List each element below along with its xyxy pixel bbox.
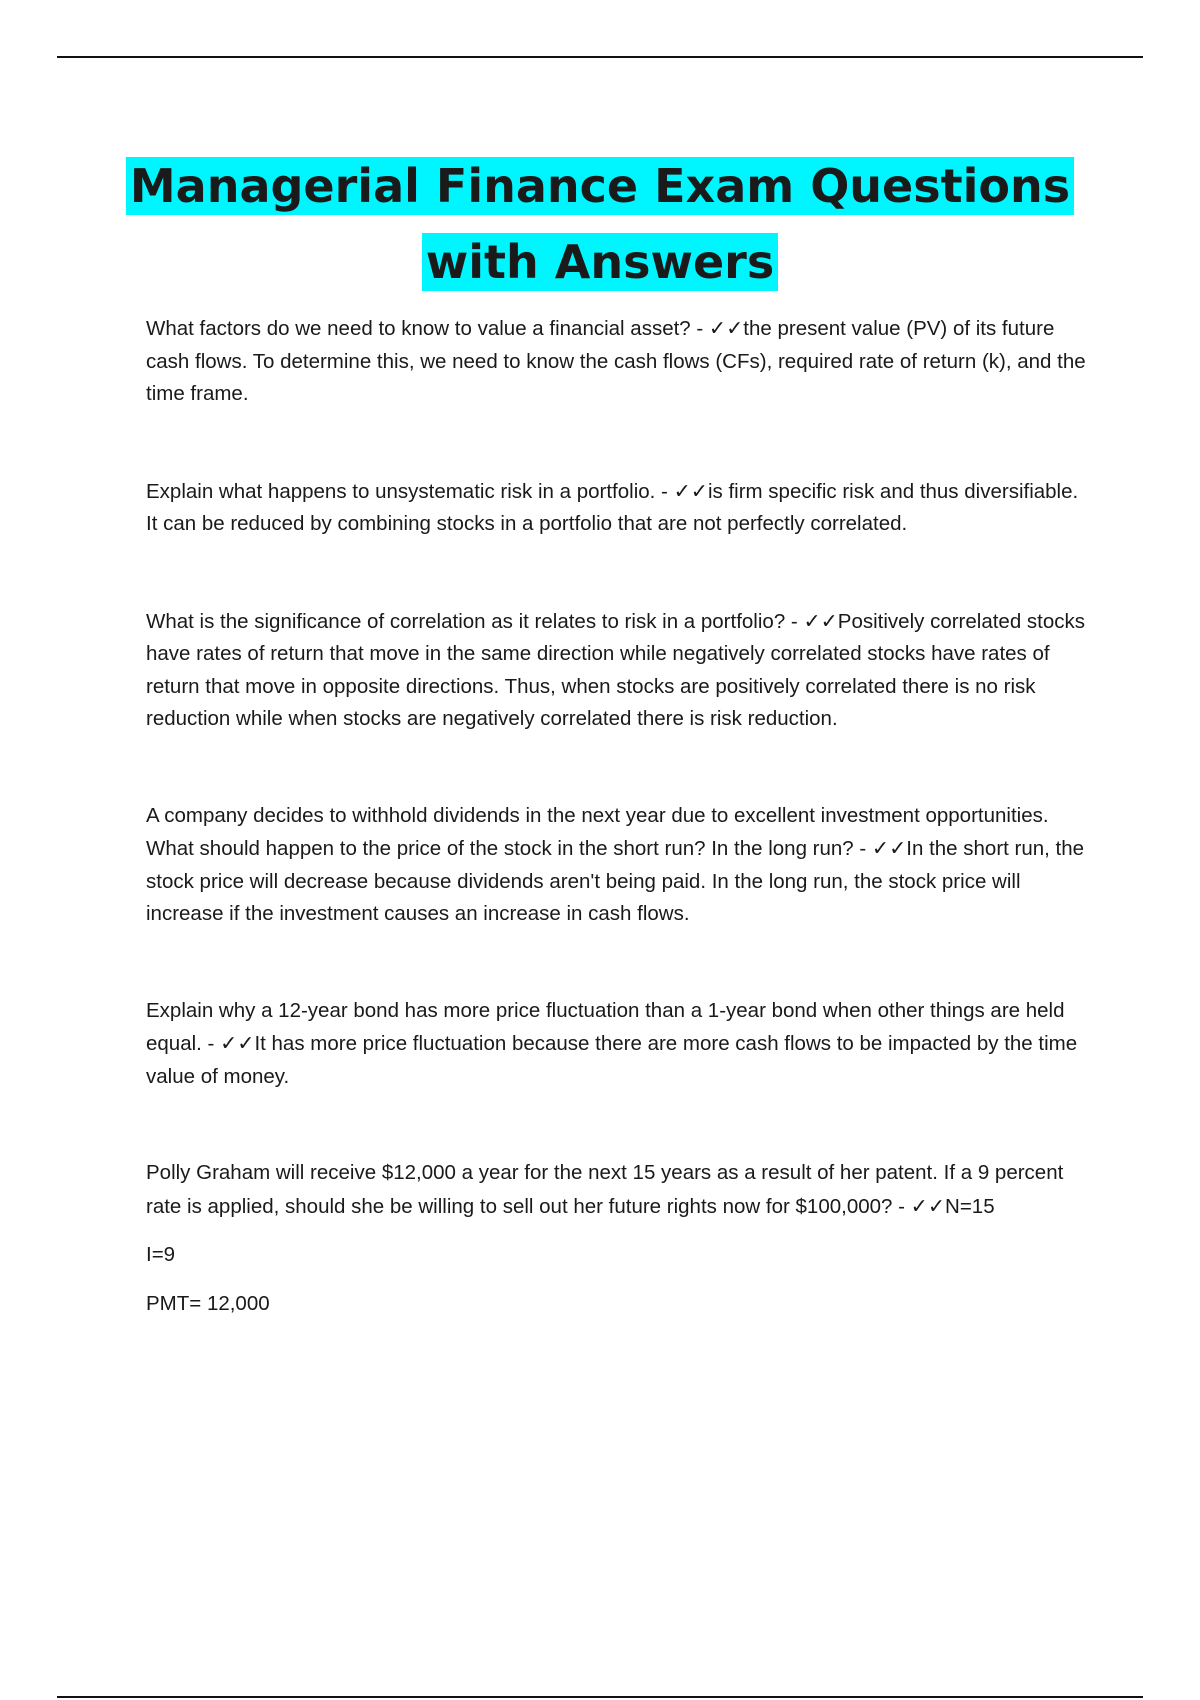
qa-text [146,312,1086,411]
qa-item-1 [146,312,1086,411]
question-text: What is the significance of correlation as it relates to risk in a portfolio? - [146,609,804,633]
document-title [0,148,1200,300]
question-text: Polly Graham will receive $12,000 a year for the next 15 years as a result of her patent. If a 9 percent rate is applied, should she be willing to sell out her future rights now for $100,000? - [146,1161,1064,1218]
check-mark-icon: ✓✓ [803,608,838,633]
qa-text [146,475,1086,541]
title-line-2: with Answers [422,233,779,291]
qa-item-4 [146,800,1086,931]
top-rule [57,56,1143,58]
qa-text [146,800,1086,931]
qa-item-2 [146,475,1086,541]
answer-text: In the short run, the stock price will decrease because dividends aren't being paid. In the long run, the stock price will increase if the investment causes an increase in cash flows. [146,837,1085,925]
calc-line-i: I=9 [146,1243,176,1266]
check-mark-icon: ✓✓ [871,836,907,860]
answer-text: the present value (PV) of its future cash flows. To determine this, we need to know the cash flows (CFs), required rate of return (k), and the time frame. [146,317,1086,405]
qa-text [146,605,1086,736]
answer-text: N=15 [945,1194,995,1218]
qa-list [146,312,1086,1384]
question-text: Explain what happens to unsystematic risk in a portfolio. - [146,479,674,503]
question-text: Explain why a 12-year bond has more price fluctuation than a 1-year bond when other things are held equal. - [146,998,1065,1055]
bottom-rule [57,1696,1143,1698]
check-mark-icon: ✓✓ [708,316,744,340]
check-mark-icon: ✓✓ [910,1193,946,1218]
check-mark-icon: ✓✓ [673,478,708,503]
answer-text: It has more price fluctuation because there are more cash flows to be impacted by the time value of money. [146,1032,1078,1088]
answer-text: Positively correlated stocks have rates of return that move in the same direction while negatively correlated stocks have rates of return that move in opposite directions. Thus, when stocks are positively correlated there is no risk reduction while when stocks are negatively correlated there is risk reduction. [146,609,1086,730]
qa-item-3 [146,605,1086,736]
qa-item-5 [146,995,1086,1094]
calc-line-pmt: PMT= 12,000 [146,1291,270,1315]
qa-text [146,1157,1086,1223]
question-text: What factors do we need to know to value a financial asset? - [146,317,709,340]
question-text: A company decides to withhold dividends in the next year due to excellent investment opportunities. What should happen to the price of the stock in the short run? In the long run? - [146,803,1049,860]
answer-text: is firm specific risk and thus diversifiable. It can be reduced by combining stocks in a portfolio that are not perfectly correlated. [146,479,1079,535]
qa-item-6 [146,1157,1086,1320]
check-mark-icon: ✓✓ [220,1031,255,1055]
qa-text [146,995,1086,1094]
title-line-1: Managerial Finance Exam Questions [126,157,1074,215]
